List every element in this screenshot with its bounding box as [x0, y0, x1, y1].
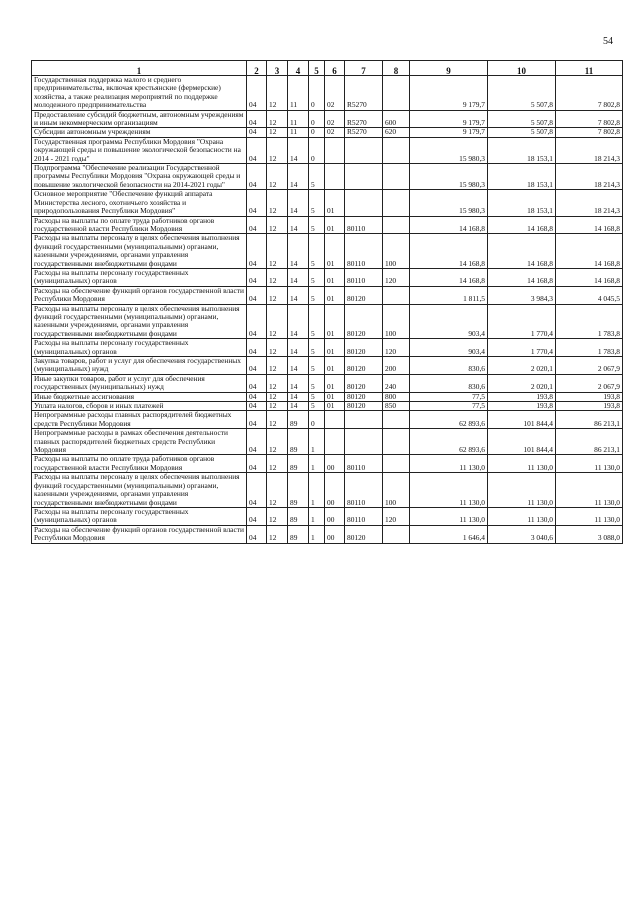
amount-2020: 2 020,1 — [488, 374, 556, 392]
amount-2021: 11 130,0 — [556, 455, 623, 473]
event-code: 00 — [325, 455, 345, 473]
event-code: 00 — [325, 507, 345, 525]
section-code: 04 — [247, 304, 267, 339]
amount-2021: 1 783,8 — [556, 339, 623, 357]
direction-code: 80120 — [345, 357, 383, 375]
program-code: 14 — [288, 374, 309, 392]
event-code: 00 — [325, 473, 345, 508]
subsection-code: 12 — [267, 374, 288, 392]
table-row — [32, 473, 623, 508]
direction-code: 80110 — [345, 234, 383, 269]
expense-type-code: 600 — [383, 110, 410, 128]
amount-2020: 193,8 — [488, 402, 556, 411]
subsection-code: 12 — [267, 190, 288, 216]
column-header: 11 — [556, 61, 623, 76]
expense-type-code — [383, 411, 410, 429]
subsection-code: 12 — [267, 339, 288, 357]
direction-code — [345, 164, 383, 190]
direction-code: 80120 — [345, 339, 383, 357]
section-code: 04 — [247, 374, 267, 392]
row-name: Закупка товаров, работ и услуг для обеспечения государственных (муниципальных) нужд — [32, 357, 247, 375]
amount-2019: 903,4 — [410, 339, 488, 357]
program-code: 14 — [288, 234, 309, 269]
subprogram-code: 5 — [309, 402, 325, 411]
program-code: 14 — [288, 304, 309, 339]
amount-2019: 11 130,0 — [410, 455, 488, 473]
table-row — [32, 137, 623, 163]
amount-2021: 2 067,9 — [556, 374, 623, 392]
event-code — [325, 429, 345, 455]
amount-2021: 193,8 — [556, 402, 623, 411]
event-code — [325, 137, 345, 163]
row-name: Расходы на выплаты по оплате труда работников органов государственной власти Республики Мордовия — [32, 455, 247, 473]
expense-type-code: 200 — [383, 357, 410, 375]
subsection-code: 12 — [267, 525, 288, 543]
subsection-code: 12 — [267, 357, 288, 375]
subsection-code: 12 — [267, 216, 288, 234]
table-row — [32, 507, 623, 525]
program-code: 11 — [288, 110, 309, 128]
amount-2020: 18 153,1 — [488, 137, 556, 163]
subsection-code: 12 — [267, 392, 288, 401]
direction-code — [345, 137, 383, 163]
subsection-code: 12 — [267, 286, 288, 304]
amount-2020: 1 770,4 — [488, 304, 556, 339]
row-name: Расходы на выплаты персоналу в целях обеспечения выполнения функций государственными (муниципальными) органами, казенными учреждениями, органами управления государственными внебюджетными фондами — [32, 234, 247, 269]
amount-2019: 15 980,3 — [410, 137, 488, 163]
amount-2019: 14 168,8 — [410, 216, 488, 234]
subsection-code: 12 — [267, 110, 288, 128]
subprogram-code: 5 — [309, 357, 325, 375]
amount-2019: 11 130,0 — [410, 473, 488, 508]
amount-2021: 86 213,1 — [556, 411, 623, 429]
amount-2019: 830,6 — [410, 374, 488, 392]
expense-type-code — [383, 216, 410, 234]
direction-code: 80120 — [345, 304, 383, 339]
section-code: 04 — [247, 190, 267, 216]
direction-code: 80120 — [345, 525, 383, 543]
amount-2019: 9 179,7 — [410, 110, 488, 128]
direction-code: R5270 — [345, 76, 383, 111]
event-code: 01 — [325, 234, 345, 269]
program-code: 14 — [288, 164, 309, 190]
direction-code: 80110 — [345, 473, 383, 508]
row-name: Государственная поддержка малого и среднего предпринимательства, включая крестьянские (фермерские) хозяйства, а также реализация мероприятий по поддержке молодежного предпринимательства — [32, 76, 247, 111]
amount-2019: 1 646,4 — [410, 525, 488, 543]
amount-2019: 9 179,7 — [410, 128, 488, 137]
event-code — [325, 164, 345, 190]
row-name: Расходы на выплаты персоналу государственных (муниципальных) органов — [32, 339, 247, 357]
expense-type-code: 240 — [383, 374, 410, 392]
amount-2019: 903,4 — [410, 304, 488, 339]
amount-2021: 14 168,8 — [556, 216, 623, 234]
subprogram-code: 5 — [309, 304, 325, 339]
amount-2020: 11 130,0 — [488, 507, 556, 525]
table-row — [32, 110, 623, 128]
section-code: 04 — [247, 429, 267, 455]
subsection-code: 12 — [267, 473, 288, 508]
section-code: 04 — [247, 392, 267, 401]
amount-2020: 101 844,4 — [488, 429, 556, 455]
row-name: Предоставление субсидий бюджетным, автономным учреждениям и иным некоммерческим организациям — [32, 110, 247, 128]
amount-2021: 7 802,8 — [556, 110, 623, 128]
amount-2021: 7 802,8 — [556, 128, 623, 137]
column-header: 6 — [325, 61, 345, 76]
amount-2019: 62 893,6 — [410, 429, 488, 455]
amount-2019: 14 168,8 — [410, 268, 488, 286]
subprogram-code: 5 — [309, 190, 325, 216]
section-code: 04 — [247, 76, 267, 111]
subprogram-code: 5 — [309, 268, 325, 286]
section-code: 04 — [247, 507, 267, 525]
program-code: 14 — [288, 216, 309, 234]
expense-type-code — [383, 286, 410, 304]
event-code: 02 — [325, 110, 345, 128]
subprogram-code: 5 — [309, 339, 325, 357]
section-code: 04 — [247, 164, 267, 190]
subsection-code: 12 — [267, 234, 288, 269]
subsection-code: 12 — [267, 402, 288, 411]
event-code: 01 — [325, 374, 345, 392]
subprogram-code: 5 — [309, 392, 325, 401]
section-code: 04 — [247, 216, 267, 234]
table-header-row — [32, 61, 623, 76]
amount-2021: 1 783,8 — [556, 304, 623, 339]
expense-type-code: 100 — [383, 304, 410, 339]
table-row — [32, 429, 623, 455]
program-code: 89 — [288, 455, 309, 473]
amount-2020: 5 507,8 — [488, 128, 556, 137]
program-code: 14 — [288, 402, 309, 411]
subsection-code: 12 — [267, 507, 288, 525]
amount-2020: 18 153,1 — [488, 164, 556, 190]
table-row — [32, 76, 623, 111]
expense-type-code: 120 — [383, 268, 410, 286]
event-code: 01 — [325, 402, 345, 411]
amount-2021: 18 214,3 — [556, 137, 623, 163]
amount-2020: 11 130,0 — [488, 473, 556, 508]
section-code: 04 — [247, 128, 267, 137]
section-code: 04 — [247, 525, 267, 543]
program-code: 14 — [288, 268, 309, 286]
amount-2019: 15 980,3 — [410, 190, 488, 216]
expense-type-code — [383, 164, 410, 190]
amount-2020: 18 153,1 — [488, 190, 556, 216]
event-code: 01 — [325, 357, 345, 375]
program-code: 11 — [288, 128, 309, 137]
subprogram-code: 0 — [309, 411, 325, 429]
program-code: 89 — [288, 429, 309, 455]
column-header: 7 — [345, 61, 383, 76]
subsection-code: 12 — [267, 76, 288, 111]
direction-code: 80110 — [345, 216, 383, 234]
row-name: Подпрограмма "Обеспечение реализации Государственной программы Республики Мордовия "Охрана окружающей среды и повышение экологической безопасности на 2014-2021 годы" — [32, 164, 247, 190]
amount-2021: 193,8 — [556, 392, 623, 401]
amount-2019: 9 179,7 — [410, 76, 488, 111]
expense-type-code: 100 — [383, 473, 410, 508]
program-code: 14 — [288, 357, 309, 375]
table-row — [32, 339, 623, 357]
table-row — [32, 374, 623, 392]
amount-2020: 14 168,8 — [488, 234, 556, 269]
amount-2020: 2 020,1 — [488, 357, 556, 375]
expense-type-code — [383, 76, 410, 111]
table-row — [32, 234, 623, 269]
program-code: 14 — [288, 392, 309, 401]
program-code: 14 — [288, 137, 309, 163]
row-name: Основное мероприятие "Обеспечение функций аппарата Министерства лесного, охотничьего хозяйства и природопользования Республики Мордовия" — [32, 190, 247, 216]
event-code: 01 — [325, 339, 345, 357]
expense-type-code: 620 — [383, 128, 410, 137]
amount-2021: 4 045,5 — [556, 286, 623, 304]
amount-2021: 3 088,0 — [556, 525, 623, 543]
direction-code: 80120 — [345, 392, 383, 401]
direction-code: R5270 — [345, 128, 383, 137]
amount-2021: 11 130,0 — [556, 473, 623, 508]
event-code: 02 — [325, 128, 345, 137]
page-number: 54 — [603, 36, 613, 47]
expense-type-code — [383, 525, 410, 543]
column-header: 2 — [247, 61, 267, 76]
direction-code: 80110 — [345, 455, 383, 473]
amount-2020: 3 040,6 — [488, 525, 556, 543]
section-code: 04 — [247, 473, 267, 508]
amount-2019: 62 893,6 — [410, 411, 488, 429]
amount-2019: 77,5 — [410, 392, 488, 401]
amount-2021: 18 214,3 — [556, 190, 623, 216]
row-name: Расходы на выплаты персоналу в целях обеспечения выполнения функций государственными (муниципальными) органами, казенными учреждениями, органами управления государственными внебюджетными фондами — [32, 304, 247, 339]
expense-type-code — [383, 455, 410, 473]
column-header: 9 — [410, 61, 488, 76]
subsection-code: 12 — [267, 164, 288, 190]
program-code: 89 — [288, 411, 309, 429]
direction-code — [345, 411, 383, 429]
subprogram-code: 1 — [309, 507, 325, 525]
amount-2019: 1 811,5 — [410, 286, 488, 304]
amount-2021: 18 214,3 — [556, 164, 623, 190]
row-name: Расходы на обеспечение функций органов государственной власти Республики Мордовия — [32, 525, 247, 543]
subprogram-code: 5 — [309, 234, 325, 269]
program-code: 89 — [288, 525, 309, 543]
event-code: 01 — [325, 392, 345, 401]
subsection-code: 12 — [267, 128, 288, 137]
amount-2021: 86 213,1 — [556, 429, 623, 455]
program-code: 89 — [288, 507, 309, 525]
amount-2019: 77,5 — [410, 402, 488, 411]
row-name: Расходы на выплаты персоналу государственных (муниципальных) органов — [32, 507, 247, 525]
subsection-code: 12 — [267, 429, 288, 455]
amount-2019: 830,6 — [410, 357, 488, 375]
subprogram-code: 5 — [309, 164, 325, 190]
event-code: 02 — [325, 76, 345, 111]
amount-2020: 101 844,4 — [488, 411, 556, 429]
program-code: 11 — [288, 76, 309, 111]
row-name: Расходы на выплаты по оплате труда работников органов государственной власти Республики Мордовия — [32, 216, 247, 234]
section-code: 04 — [247, 110, 267, 128]
budget-table — [31, 60, 623, 544]
direction-code: 80110 — [345, 268, 383, 286]
program-code: 14 — [288, 190, 309, 216]
program-code: 89 — [288, 473, 309, 508]
amount-2021: 2 067,9 — [556, 357, 623, 375]
amount-2021: 11 130,0 — [556, 507, 623, 525]
column-header: 5 — [309, 61, 325, 76]
subsection-code: 12 — [267, 268, 288, 286]
row-name: Непрограммные расходы в рамках обеспечения деятельности главных распорядителей бюджетных средств Республики Мордовия — [32, 429, 247, 455]
row-name: Иные закупки товаров, работ и услуг для обеспечения государственных (муниципальных) нужд — [32, 374, 247, 392]
table-row — [32, 304, 623, 339]
subprogram-code: 1 — [309, 525, 325, 543]
direction-code: 80120 — [345, 402, 383, 411]
section-code: 04 — [247, 357, 267, 375]
expense-type-code: 100 — [383, 234, 410, 269]
section-code: 04 — [247, 411, 267, 429]
direction-code: R5270 — [345, 110, 383, 128]
direction-code: 80120 — [345, 286, 383, 304]
subprogram-code: 5 — [309, 286, 325, 304]
event-code: 00 — [325, 525, 345, 543]
subprogram-code: 1 — [309, 429, 325, 455]
amount-2020: 3 984,3 — [488, 286, 556, 304]
event-code: 01 — [325, 268, 345, 286]
program-code: 14 — [288, 339, 309, 357]
expense-type-code: 800 — [383, 392, 410, 401]
amount-2021: 14 168,8 — [556, 234, 623, 269]
table-row — [32, 286, 623, 304]
subprogram-code: 0 — [309, 76, 325, 111]
amount-2020: 14 168,8 — [488, 216, 556, 234]
subsection-code: 12 — [267, 304, 288, 339]
amount-2021: 7 802,8 — [556, 76, 623, 111]
expense-type-code: 120 — [383, 507, 410, 525]
table-row — [32, 357, 623, 375]
event-code: 01 — [325, 216, 345, 234]
section-code: 04 — [247, 234, 267, 269]
row-name: Уплата налогов, сборов и иных платежей — [32, 402, 247, 411]
subsection-code: 12 — [267, 455, 288, 473]
direction-code: 80110 — [345, 507, 383, 525]
amount-2021: 14 168,8 — [556, 268, 623, 286]
expense-type-code — [383, 429, 410, 455]
row-name: Государственная программа Республики Мордовия "Охрана окружающей среды и повышение экологической безопасности на 2014 - 2021 годы" — [32, 137, 247, 163]
column-header: 10 — [488, 61, 556, 76]
direction-code — [345, 190, 383, 216]
amount-2019: 15 980,3 — [410, 164, 488, 190]
table-row — [32, 128, 623, 137]
amount-2020: 1 770,4 — [488, 339, 556, 357]
section-code: 04 — [247, 137, 267, 163]
row-name: Расходы на выплаты персоналу в целях обеспечения выполнения функций государственными (муниципальными) органами, казенными учреждениями, органами управления государственными внебюджетными фондами — [32, 473, 247, 508]
subprogram-code: 5 — [309, 374, 325, 392]
program-code: 14 — [288, 286, 309, 304]
row-name: Расходы на обеспечение функций органов государственной власти Республики Мордовия — [32, 286, 247, 304]
event-code: 01 — [325, 286, 345, 304]
subprogram-code: 1 — [309, 455, 325, 473]
expense-type-code — [383, 190, 410, 216]
row-name: Расходы на выплаты персоналу государственных (муниципальных) органов — [32, 268, 247, 286]
table-row — [32, 525, 623, 543]
subprogram-code: 0 — [309, 128, 325, 137]
event-code: 01 — [325, 190, 345, 216]
subsection-code: 12 — [267, 411, 288, 429]
amount-2020: 11 130,0 — [488, 455, 556, 473]
expense-type-code — [383, 137, 410, 163]
amount-2019: 14 168,8 — [410, 234, 488, 269]
section-code: 04 — [247, 268, 267, 286]
table-row — [32, 216, 623, 234]
amount-2020: 14 168,8 — [488, 268, 556, 286]
column-header: 1 — [32, 61, 247, 76]
row-name: Иные бюджетные ассигнования — [32, 392, 247, 401]
row-name: Субсидии автономным учреждениям — [32, 128, 247, 137]
column-header: 4 — [288, 61, 309, 76]
event-code — [325, 411, 345, 429]
event-code: 01 — [325, 304, 345, 339]
subprogram-code: 1 — [309, 473, 325, 508]
table-row — [32, 411, 623, 429]
section-code: 04 — [247, 286, 267, 304]
direction-code — [345, 429, 383, 455]
section-code: 04 — [247, 455, 267, 473]
table-row — [32, 164, 623, 190]
expense-type-code: 120 — [383, 339, 410, 357]
table-row — [32, 190, 623, 216]
subprogram-code: 5 — [309, 216, 325, 234]
row-name: Непрограммные расходы главных распорядителей бюджетных средств Республики Мордовия — [32, 411, 247, 429]
subsection-code: 12 — [267, 137, 288, 163]
section-code: 04 — [247, 339, 267, 357]
amount-2020: 193,8 — [488, 392, 556, 401]
direction-code: 80120 — [345, 374, 383, 392]
amount-2020: 5 507,8 — [488, 76, 556, 111]
amount-2020: 5 507,8 — [488, 110, 556, 128]
table-row — [32, 268, 623, 286]
column-header: 3 — [267, 61, 288, 76]
subprogram-code: 0 — [309, 110, 325, 128]
section-code: 04 — [247, 402, 267, 411]
column-header: 8 — [383, 61, 410, 76]
expense-type-code: 850 — [383, 402, 410, 411]
table-row — [32, 455, 623, 473]
amount-2019: 11 130,0 — [410, 507, 488, 525]
subprogram-code: 0 — [309, 137, 325, 163]
